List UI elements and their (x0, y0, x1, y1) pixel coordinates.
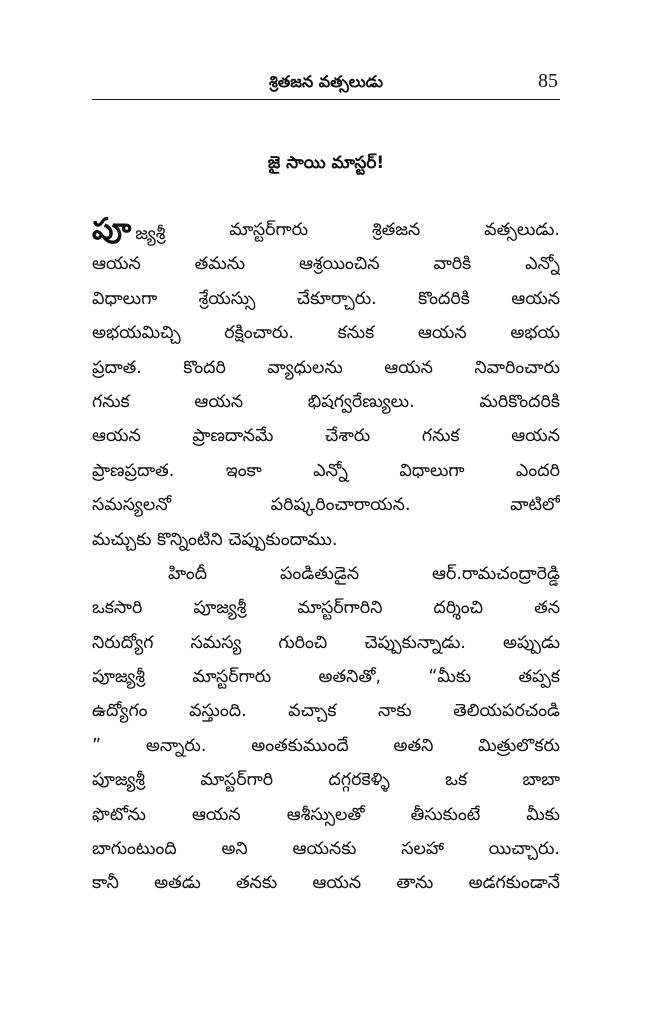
paragraph-line (92, 763, 560, 797)
word: గనుక (421, 426, 460, 447)
word: హిందీ (168, 563, 208, 584)
word: జ్యశ్రీ (135, 224, 166, 244)
word: అంతకుముందే (251, 735, 349, 756)
word: ఎందరి (515, 460, 560, 481)
paragraph-line (92, 694, 560, 728)
word: ఎన్నో (525, 254, 560, 275)
word: అన్నారు. (145, 735, 207, 756)
word: కొందరి (183, 357, 226, 378)
word: ఆయనకు (292, 839, 357, 860)
paragraph-line (92, 419, 560, 453)
word: చేశారు (325, 426, 371, 447)
paragraph-line (92, 591, 560, 625)
first-word (92, 213, 165, 247)
word: ఆశీస్సులతో (286, 804, 365, 825)
word: ఆయన (191, 804, 241, 825)
word: వారికి (433, 254, 472, 275)
word: తనకు (236, 873, 278, 894)
word: నాకు (378, 701, 412, 722)
word: చెప్పుకున్నాడు. (364, 632, 466, 653)
word: “మీకు (428, 667, 472, 688)
paragraph-line (92, 798, 560, 832)
word: ఆయన (92, 254, 141, 275)
word: బాగుంటుంది (92, 839, 177, 860)
word: అప్పుడు (503, 632, 560, 653)
paragraph-line (92, 523, 560, 557)
word: మాస్టర్‌గారిని (297, 598, 383, 619)
word: విధాలుగా (399, 460, 465, 481)
word: సమస్యలనో (92, 495, 172, 516)
word: ప్రదాత. (92, 357, 142, 378)
word: పూజ్యశ్రీ (193, 598, 247, 619)
word: ప్రాణప్రదాత. (92, 460, 175, 481)
word: భిషగ్వరేణ్యులు. (307, 391, 415, 412)
word: వాటిలో (510, 495, 560, 516)
word: ఉద్యోగం (92, 701, 148, 722)
word: అతడు (154, 873, 201, 894)
word: వ్యాధులను (267, 357, 343, 378)
word: శ్రితజన (371, 220, 421, 240)
word: మీకు (526, 804, 560, 825)
word: నిరుద్యోగ (92, 632, 154, 653)
word: రక్షించారు. (224, 323, 294, 344)
word: తన (534, 598, 560, 619)
running-header (92, 70, 560, 94)
word: కానీ (92, 873, 119, 894)
word: తప్పక (518, 667, 560, 688)
word: గనుక (92, 391, 130, 412)
paragraph-line (92, 316, 560, 350)
paragraph-line (92, 832, 560, 866)
paragraph-line (92, 626, 560, 660)
header-rule (92, 99, 560, 100)
word: ఆయన (312, 873, 362, 894)
running-title: శ్రితజన వత్సలుడు (269, 72, 383, 91)
word: మాస్టర్‌గారు (229, 220, 309, 240)
word: తెలియపరచండి (453, 701, 560, 722)
word: మిత్రులొకరు (478, 735, 560, 756)
word: కొందరికి (418, 288, 470, 309)
paragraph-line (92, 866, 560, 900)
word: తాను (396, 873, 434, 894)
word: ఆయన (511, 288, 560, 309)
word: ఆయన (194, 391, 244, 412)
paragraph-line (92, 282, 560, 316)
word: అభయ (510, 323, 560, 344)
paragraph-line (92, 247, 560, 281)
word: పూజ్యశ్రీ (92, 770, 146, 791)
body-text (92, 213, 560, 901)
word: కనుక (337, 323, 375, 344)
word: ఒక (445, 770, 468, 791)
word: మాస్టర్‌గారి (200, 770, 274, 791)
word: అభయమిచ్చి (92, 323, 181, 344)
drop-cap: పూ (92, 213, 132, 247)
word: ఫొటోను (92, 804, 146, 825)
word: శ్రేయస్సు (198, 288, 256, 309)
word: యిచ్చారు. (488, 839, 560, 860)
paragraph-line (92, 488, 560, 522)
word: ఆర్.రామచంద్రారెడ్డి (432, 563, 560, 584)
word: ఇంకా (225, 460, 262, 481)
word: వత్సలుడు. (484, 220, 560, 240)
word: అడగకుండానే (468, 873, 560, 894)
word: అని (221, 839, 248, 860)
word: ఆశ్రయించిన (298, 254, 380, 275)
paragraph-line (92, 351, 560, 385)
page-number: 85 (538, 70, 558, 92)
word: బాబా (522, 770, 560, 791)
word: పండితుడైన (279, 563, 360, 584)
word: ఎన్నో (313, 460, 348, 481)
word: మాస్టర్‌గారు (192, 667, 272, 688)
word: ఒకసారి (92, 598, 143, 619)
paragraph-lines (92, 247, 560, 900)
chapter-title: జై సాయి మాస్టర్! (267, 153, 385, 173)
word: పూజ్యశ్రీ (92, 667, 146, 688)
word: ఆయన (417, 323, 467, 344)
paragraph-line (92, 385, 560, 419)
word: తీసుకుంటే (410, 804, 481, 825)
paragraph-line (92, 729, 560, 763)
word: విధాలుగా (92, 288, 158, 309)
paragraph-line (92, 213, 560, 247)
word: మచ్చుకు కొన్నింటిని చెప్పుకుందాము. (92, 529, 338, 550)
word: అతనితో, (318, 667, 382, 688)
word: సలహా (401, 839, 444, 860)
word: వచ్చాక (288, 701, 337, 722)
word: చేకూర్చారు. (296, 288, 377, 309)
word: పరిష్కరించారాయన. (270, 495, 411, 516)
word: ” (92, 735, 102, 756)
word: వస్తుంది. (189, 701, 247, 722)
word: సమస్య (190, 632, 242, 653)
paragraph-line (92, 660, 560, 694)
word: మరికొందరికి (479, 391, 560, 412)
paragraph-line (92, 454, 560, 488)
paragraph-line (92, 557, 560, 591)
word: దగ్గరకెళ్ళి (328, 770, 390, 791)
word: నివారించారు (474, 357, 560, 378)
word: ఆయన (384, 357, 433, 378)
word: గురించి (278, 632, 328, 653)
word: ప్రాణదానమే (192, 426, 274, 447)
word: ఆయన (511, 426, 560, 447)
word: ఆయన (92, 426, 141, 447)
word: తమను (194, 254, 246, 275)
word: దర్శించి (433, 598, 484, 619)
word: అతని (393, 735, 434, 756)
